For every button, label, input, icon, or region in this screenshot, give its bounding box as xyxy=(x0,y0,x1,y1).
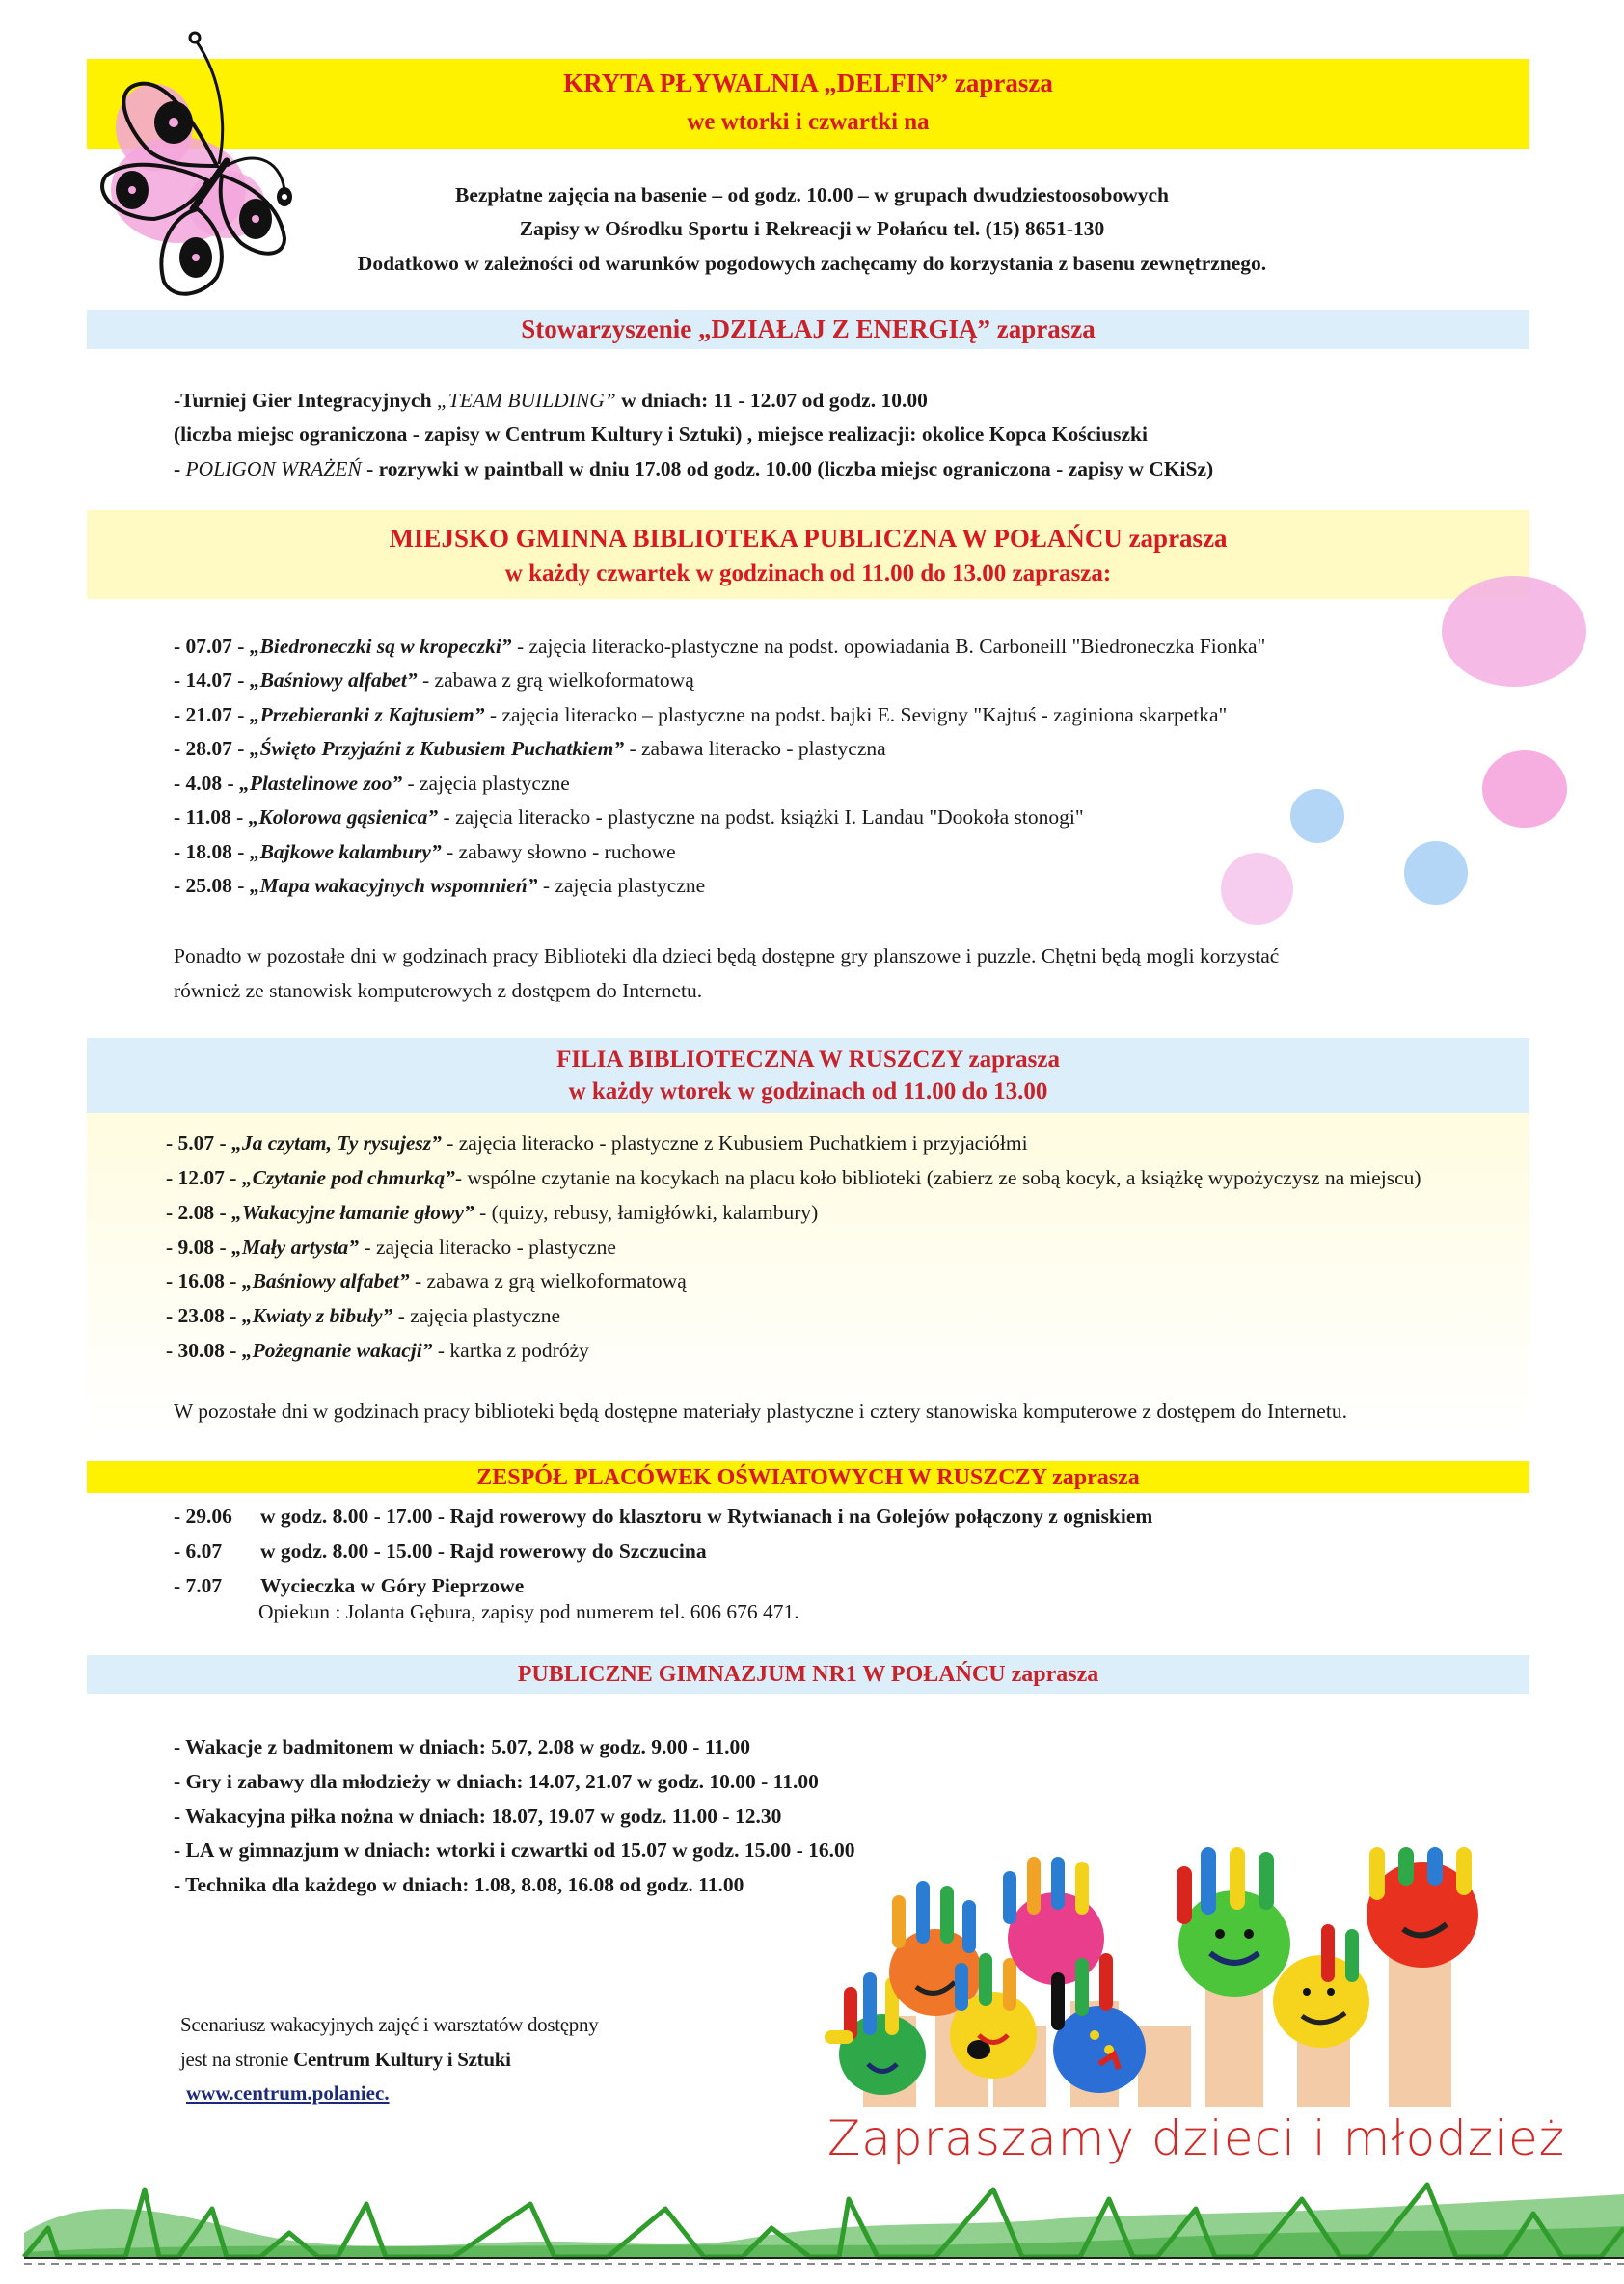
event-desc: - zajęcia plastyczne xyxy=(402,772,570,795)
event-name: „Plastelinowe zoo” xyxy=(239,772,403,795)
event-name: „Baśniowy alfabet” xyxy=(249,668,418,692)
gymnasium-header-band xyxy=(87,1655,1529,1694)
schools-event xyxy=(174,1502,1152,1531)
event-desc: - zabawa literacko - plastyczna xyxy=(624,737,886,760)
event-name: „Wakacyjne łamanie głowy” xyxy=(231,1201,474,1224)
event-date: - 30.08 - xyxy=(166,1339,242,1362)
event-name: „Święto Przyjaźni z Kubusiem Puchatkiem” xyxy=(249,737,625,760)
event-desc: - zajęcia plastyczne xyxy=(392,1304,560,1327)
poligon-name: POLIGON WRAŻEŃ xyxy=(185,457,362,480)
dot-blue-2 xyxy=(1404,841,1468,905)
event-date: - 18.08 - xyxy=(174,840,250,863)
event-name: „Czytanie pod chmurką” xyxy=(241,1166,455,1189)
footer-line-2 xyxy=(180,2045,511,2074)
branch-event xyxy=(166,1163,1421,1192)
event-date: - 14.07 - xyxy=(174,668,250,692)
library-event xyxy=(174,700,1227,729)
energy-line-3 xyxy=(174,454,1213,483)
schools-guardian: Opiekun : Jolanta Gębura, zapisy pod numerem tel. 606 676 471. xyxy=(258,1600,799,1623)
event-name: „Mapa wakacyjnych wspomnień” xyxy=(249,874,538,897)
event-desc: - zajęcia plastyczne xyxy=(537,874,706,897)
event-name: „Bajkowe kalambury” xyxy=(249,840,442,863)
event-desc: - zabawy słowno - ruchowe xyxy=(441,840,676,863)
library-title: MIEJSKO GMINNA BIBLIOTEKA PUBLICZNA W POŁAŃCU zaprasza xyxy=(389,524,1228,553)
event-date: - 25.08 - xyxy=(174,874,250,897)
event-date: - 11.08 - xyxy=(174,805,249,829)
event-date: - 16.08 - xyxy=(166,1269,242,1292)
library-event xyxy=(174,734,886,763)
library-note-1: Ponadto w pozostałe dni w godzinach pracy Biblioteki dla dzieci będą dostępne gry planszowe i puzzle. Chętni będą mogli korzystać xyxy=(174,944,1280,967)
pool-title: KRYTA PŁYWALNIA „DELFIN” zaprasza xyxy=(563,68,1053,97)
pool-subtitle: we wtorki i czwartki na xyxy=(687,109,930,135)
branch-event xyxy=(166,1301,560,1330)
library-event xyxy=(174,632,1265,661)
schools-event xyxy=(174,1571,524,1600)
event-name: „Kolorowa gąsienica” xyxy=(248,805,439,829)
hand-6 xyxy=(1177,1847,1290,1997)
energy-line-1 xyxy=(174,386,928,415)
footer-org-name: Centrum Kultury i Sztuki xyxy=(293,2048,511,2071)
library-event xyxy=(174,769,570,798)
pool-info-line-3: Dodatkowo w zależności od warunków pogodowych zachęcamy do korzystania z basenu zewnętrznego. xyxy=(357,252,1267,275)
event-desc: - zabawa z grą wielkoformatową xyxy=(417,668,694,692)
event-desc: - zajęcia literacko - plastyczne xyxy=(359,1236,616,1259)
schools-header-band xyxy=(87,1461,1529,1493)
event-desc: - zajęcia literacko - plastyczne z Kubusiem Puchatkiem i przyjaciółmi xyxy=(441,1131,1028,1155)
library-note-2: również ze stanowisk komputerowych z dostępem do Internetu. xyxy=(174,979,703,1002)
pool-info-line-2: Zapisy w Ośrodku Sportu i Rekreacji w Połańcu tel. (15) 8651-130 xyxy=(519,217,1105,240)
energy-line-3-prefix: - xyxy=(174,457,186,480)
event-date: - 28.07 - xyxy=(174,737,250,760)
event-desc: w godz. 8.00 - 15.00 - Rajd rowerowy do Szczucina xyxy=(260,1539,707,1563)
event-name: „Baśniowy alfabet” xyxy=(241,1269,410,1292)
dot-pink-large xyxy=(1442,576,1586,687)
event-desc: - zajęcia literacko – plastyczne na podst. bajki E. Sevigny "Kajtuś - zaginiona skarpetka" xyxy=(484,703,1228,726)
event-desc: - zajęcia literacko-plastyczne na podst. opowiadania B. Carboneill "Biedroneczka Fionka" xyxy=(511,635,1266,658)
event-date: - 2.08 - xyxy=(166,1201,232,1224)
event-desc: w godz. 8.00 - 17.00 - Rajd rowerowy do klasztoru w Rytwianach i na Golejów połączony z ogniskiem xyxy=(260,1505,1153,1528)
event-name: „Ja czytam, Ty rysujesz” xyxy=(231,1131,442,1155)
energy-header-band xyxy=(87,310,1529,349)
gymnasium-event: - Wakacyjna piłka nożna w dniach: 18.07, 19.07 w godz. 11.00 - 12.30 xyxy=(174,1805,782,1828)
energy-line-1-suffix: w dniach: 11 - 12.07 od godz. 10.00 xyxy=(615,389,928,412)
energy-line-2: (liczba miejsc ograniczona - zapisy w Centrum Kultury i Sztuki) , miejsce realizacji: okolice Kopca Kościuszki xyxy=(174,422,1148,446)
library-event xyxy=(174,802,1084,831)
branch-event xyxy=(166,1336,589,1365)
library-event xyxy=(174,837,676,866)
dot-blue-1 xyxy=(1290,789,1344,843)
event-date: - 5.07 - xyxy=(166,1131,232,1155)
event-date: - 7.07 xyxy=(174,1574,223,1597)
event-date: - 12.07 - xyxy=(166,1166,242,1189)
dot-pink-medium xyxy=(1482,750,1567,828)
library-subtitle: w każdy czwartek w godzinach od 11.00 do 13.00 zaprasza: xyxy=(504,560,1112,586)
footer-line-2-text: jest na stronie xyxy=(180,2048,294,2071)
event-date: - 23.08 - xyxy=(166,1304,242,1327)
branch-title: FILIA BIBLIOTECZNA W RUSZCZY zaprasza xyxy=(556,1047,1060,1073)
hand-4 xyxy=(1003,1857,1104,1985)
website-link[interactable]: www.centrum.polaniec. xyxy=(186,2081,390,2105)
branch-note: W pozostałe dni w godzinach pracy biblioteki będą dostępne materiały plastyczne i cztery stanowiska komputerowe z dostępem do Internetu. xyxy=(174,1400,1347,1423)
event-name: „Pożegnanie wakacji” xyxy=(241,1339,433,1362)
event-desc: - zajęcia literacko - plastyczne na podst. książki I. Landau "Dookoła stonogi" xyxy=(438,805,1084,829)
event-date: - 6.07 xyxy=(174,1539,223,1563)
gymnasium-event: - Technika dla każdego w dniach: 1.08, 8.08, 16.08 od godz. 11.00 xyxy=(174,1873,744,1896)
event-desc: Wycieczka w Góry Pieprzowe xyxy=(260,1574,525,1597)
painted-hands-icon xyxy=(820,1847,1533,2107)
branch-event xyxy=(166,1128,1028,1157)
energy-line-1-prefix: -Turniej Gier Integracyjnych xyxy=(174,389,437,412)
event-desc: - kartka z podróży xyxy=(432,1339,589,1362)
grass-icon xyxy=(0,2161,1624,2284)
schools-event xyxy=(174,1536,707,1565)
event-date: - 9.08 - xyxy=(166,1236,232,1259)
library-header-band xyxy=(87,510,1529,599)
gymnasium-title: PUBLICZNE GIMNAZJUM NR1 W POŁAŃCU zaprasza xyxy=(517,1662,1099,1687)
schools-title: ZESPÓŁ PLACÓWEK OŚWIATOWYCH W RUSZCZY zaprasza xyxy=(476,1465,1140,1490)
event-name: „Mały artysta” xyxy=(231,1236,360,1259)
library-event xyxy=(174,871,705,900)
footer-line-1: Scenariusz wakacyjnych zajęć i warsztatów dostępny xyxy=(180,2013,599,2036)
hand-8 xyxy=(1367,1847,1478,1968)
event-name: „Przebieranki z Kajtusiem” xyxy=(249,703,485,726)
dot-pink-small xyxy=(1221,853,1293,925)
event-name: „Kwiaty z bibuły” xyxy=(241,1304,393,1327)
energy-title: Stowarzyszenie „DZIAŁAJ Z ENERGIĄ” zaprasza xyxy=(521,314,1096,343)
event-date: - 29.06 xyxy=(174,1505,232,1528)
branch-event xyxy=(166,1198,818,1227)
branch-event xyxy=(166,1266,687,1295)
branch-event xyxy=(166,1233,616,1262)
event-date: - 21.07 - xyxy=(174,703,250,726)
branch-subtitle: w każdy wtorek w godzinach od 11.00 do 13.00 xyxy=(568,1078,1048,1104)
event-date: - 07.07 - xyxy=(174,635,250,658)
library-event xyxy=(174,666,694,694)
slogan: Zapraszamy dzieci i młodzież xyxy=(827,2110,1566,2166)
event-date: - 4.08 - xyxy=(174,772,240,795)
pool-info-line-1: Bezpłatne zajęcia na basenie – od godz. 10.00 – w grupach dwudziestoosobowych xyxy=(455,183,1169,206)
event-desc: - wspólne czytanie na kocykach na placu koło biblioteki (zabierz ze sobą kocyk, a książkę wypożyczysz na miejscu) xyxy=(454,1166,1421,1189)
branch-header-band xyxy=(87,1038,1529,1113)
gymnasium-event: - Gry i zabawy dla młodzieży w dniach: 14.07, 21.07 w godz. 10.00 - 11.00 xyxy=(174,1770,819,1793)
gymnasium-event: - Wakacje z badmitonem w dniach: 5.07, 2.08 w godz. 9.00 - 11.00 xyxy=(174,1735,751,1758)
gymnasium-event: - LA w gimnazjum w dniach: wtorki i czwartki od 15.07 w godz. 15.00 - 16.00 xyxy=(174,1838,855,1862)
event-desc: - (quizy, rebusy, łamigłówki, kalambury) xyxy=(474,1201,819,1224)
energy-line-3-suffix: - rozrywki w paintball w dniu 17.08 od godz. 10.00 (liczba miejsc ograniczona - zapisy w CKiSz) xyxy=(361,457,1214,480)
event-name: „Biedroneczki są w kropeczki” xyxy=(249,635,512,658)
event-desc: - zabawa z grą wielkoformatową xyxy=(409,1269,687,1292)
team-building-name: „TEAM BUILDING” xyxy=(436,389,616,412)
